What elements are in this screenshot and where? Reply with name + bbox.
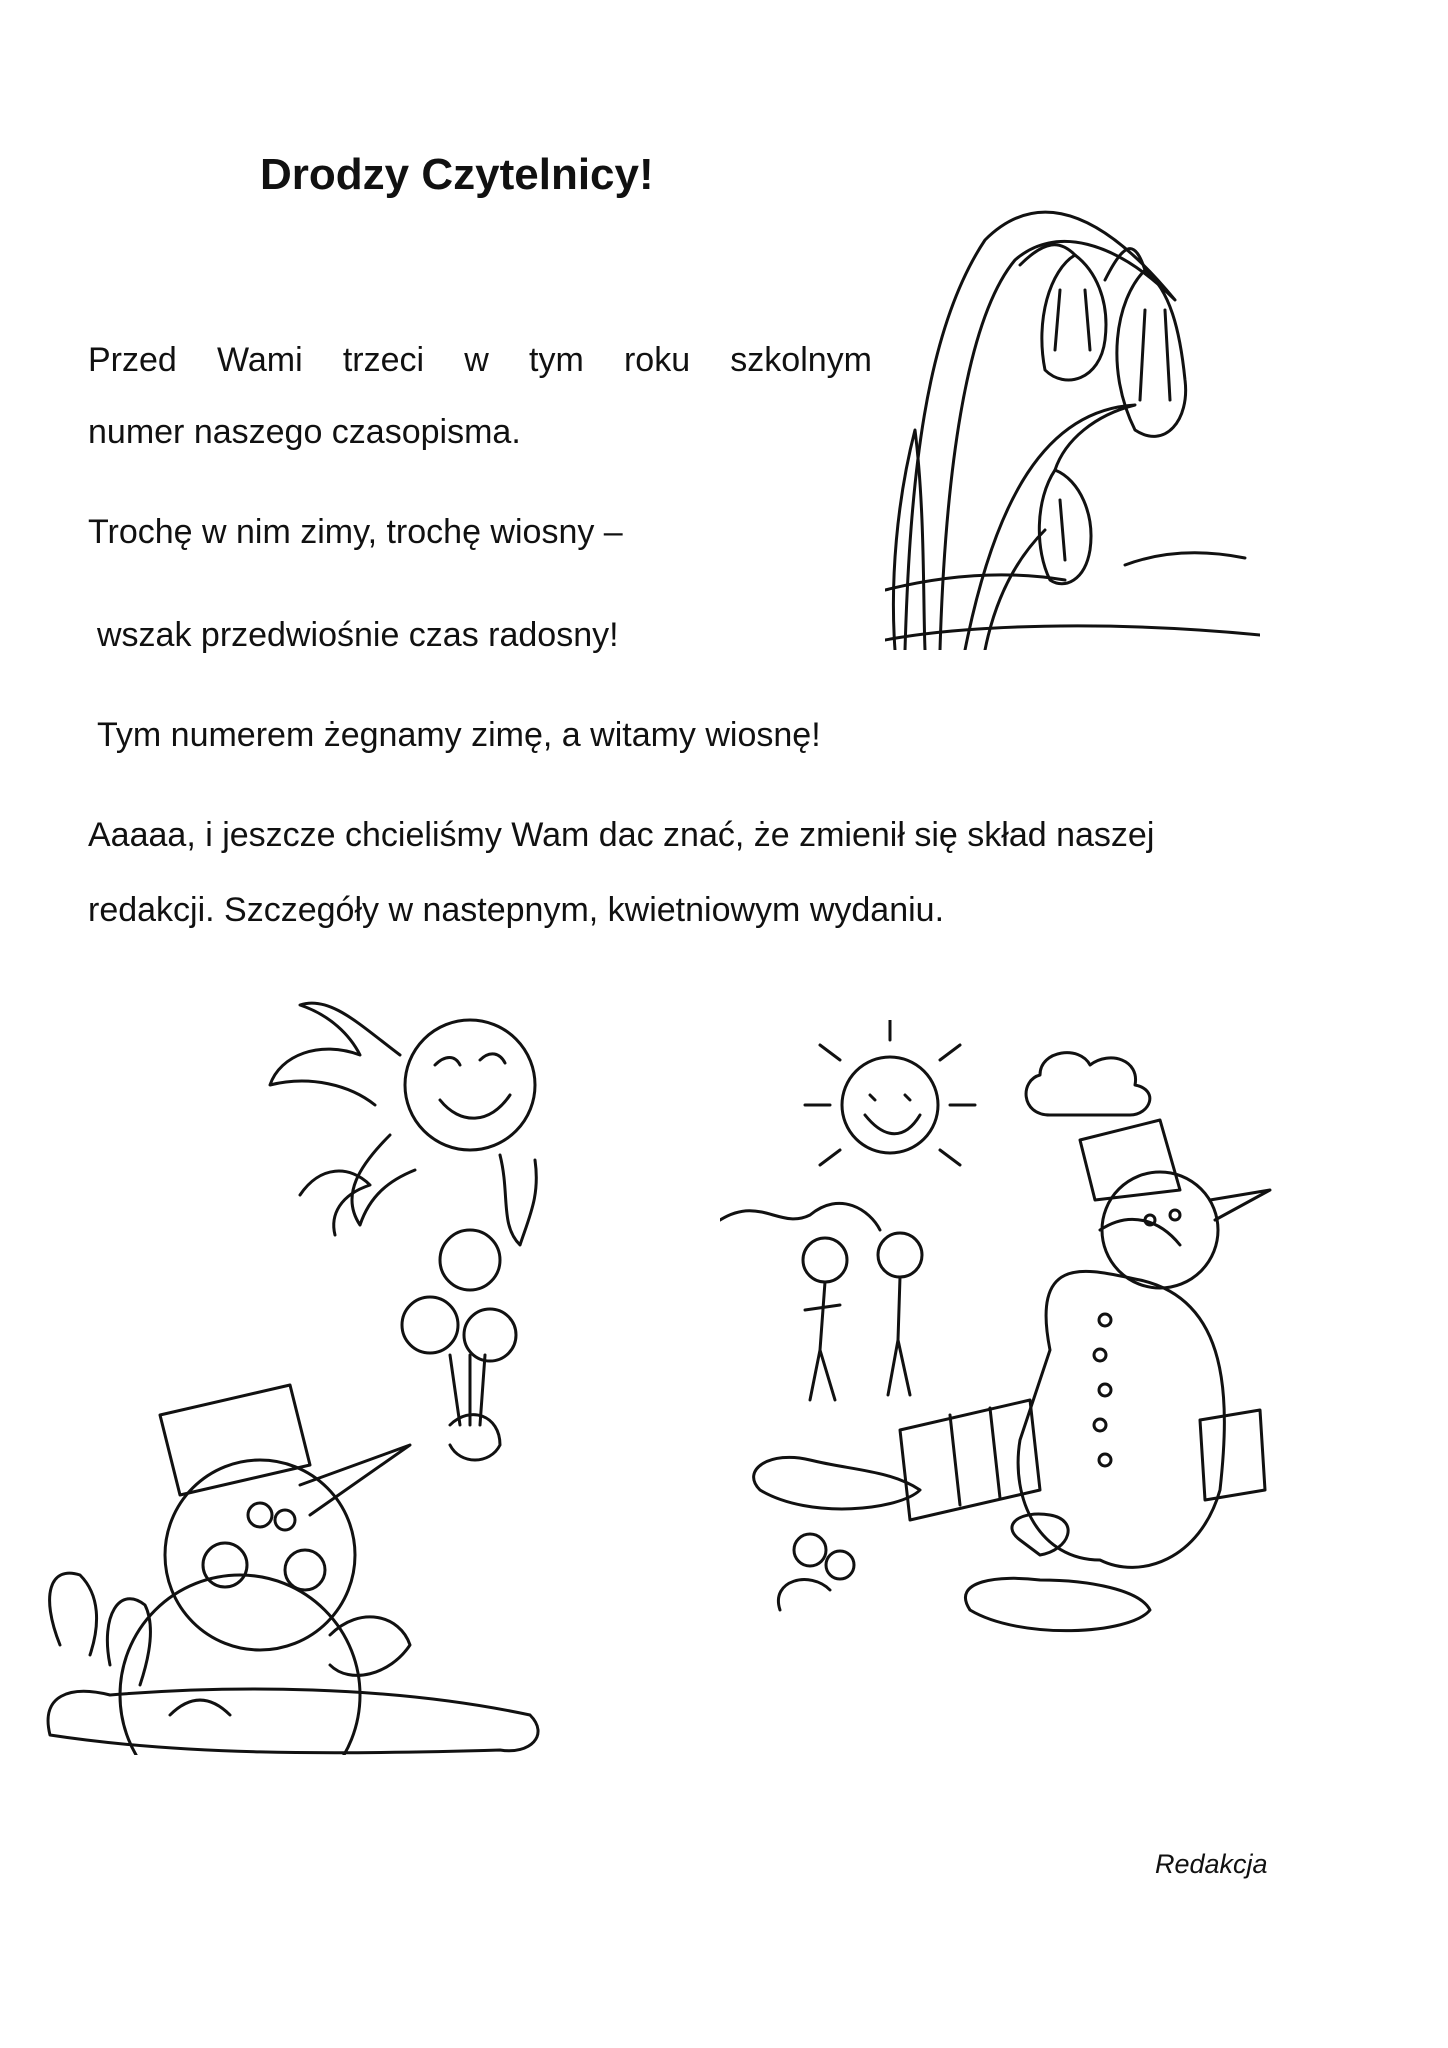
snowdrop-flowers-illustration <box>885 180 1260 650</box>
signature: Redakcja <box>1155 1849 1268 1879</box>
page-title: Drodzy Czytelnicy! <box>260 150 654 199</box>
paragraph-line-5: Tym numerem żegnamy zimę, a witamy wiosnę! <box>97 716 821 754</box>
paragraph-line-1: Przed Wami trzeci w tym roku szkolnym <box>88 341 872 379</box>
paragraph-line-6: Aaaaa, i jeszcze chcieliśmy Wam dac znać, że zmienił się skład naszej <box>88 816 1155 854</box>
paragraph-line-3: Trochę w nim zimy, trochę wiosny – <box>88 513 623 551</box>
snowman-leaving-with-suitcases-illustration <box>720 1020 1290 1640</box>
paragraph-line-7: redakcji. Szczegóły w nastepnym, kwietniowym wydaniu. <box>88 891 945 929</box>
sun-and-snowman-with-flowers-illustration <box>30 995 570 1755</box>
paragraph-line-2: numer naszego czasopisma. <box>88 413 521 451</box>
paragraph-line-4: wszak przedwiośnie czas radosny! <box>97 616 619 654</box>
